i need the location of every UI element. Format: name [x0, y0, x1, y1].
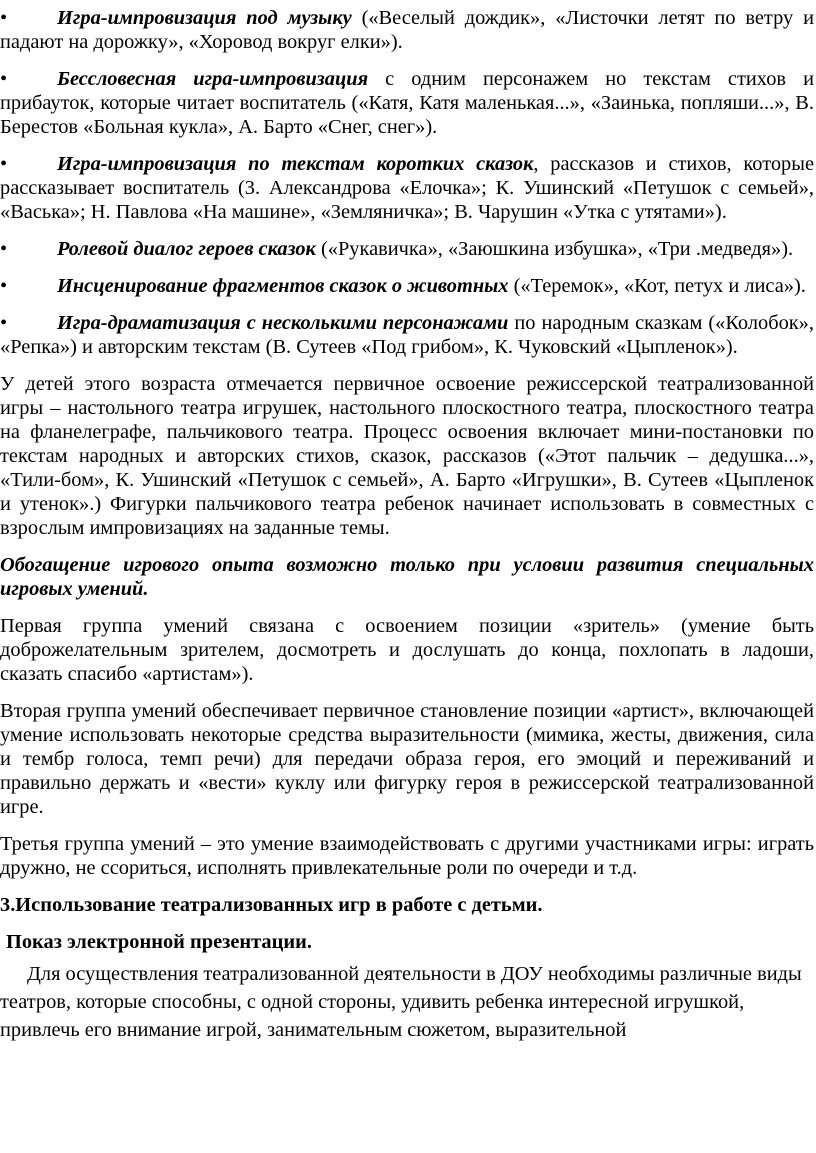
bullet-item [0, 311, 814, 359]
bullet-item [0, 67, 814, 139]
bullet-dot: • [0, 312, 8, 334]
bullet-text: («Теремок», «Кот, петух и лиса»). [508, 275, 806, 297]
emphasis-paragraph: Обогащение игрового опыта возможно только при условии развития специальных игровых умений. [0, 554, 814, 600]
bullet-text: по народным сказкам («Колобок», «Репка») и авторским текстам (В. Сутеев «Под грибом», К. Чуковский «Цыпленок»). [0, 312, 814, 358]
bullet-lead: Игра-импровизация под музыку [57, 7, 352, 29]
bullet-lead: Ролевой диалог героев сказок [57, 238, 316, 260]
bullet-dot: • [0, 275, 8, 297]
paragraph-theaters: Для осуществления театрализованной деятельности в ДОУ необходимы различные виды театров, которые способны, с одной стороны, удивить ребенка интересной игрушкой, привлечь его внимание игрой, занимательным сюжетом, выразительной [0, 963, 802, 1041]
section-heading: 3.Использование театрализованных игр в работе с детьми. [0, 894, 543, 916]
bullet-item [0, 152, 814, 224]
bullet-text: («Веселый дождик», «Листочки летят по ветру и падают на дорожку», «Хоровод вокруг елки»). [0, 7, 814, 53]
bullet-text: («Рукавичка», «Заюшкина избушка», «Три .медведя»). [315, 238, 794, 260]
bullet-lead: Игра-драматизация с несколькими персонажами [57, 312, 509, 334]
bullet-dot: • [0, 68, 8, 90]
paragraph-third-group: Третья группа умений – это умение взаимодействовать с другими участниками игры: играть дружно, не ссориться, исполнять привлекательные роли по очереди и т.д. [0, 833, 814, 879]
bullet-item [0, 6, 814, 54]
bullet-item [0, 274, 814, 298]
bullet-dot: • [0, 7, 8, 29]
paragraph-first-group: Первая группа умений связана с освоением позиции «зритель» (умение быть доброжелательным зрителем, досмотреть и дослушать до конца, похлопать в ладоши, сказать спасибо «артистам»). [0, 615, 814, 685]
bullet-dot: • [0, 238, 8, 260]
bullet-item [0, 237, 814, 261]
bullet-lead: Инсценирование фрагментов сказок о животных [57, 275, 509, 297]
paragraph-director-play: У детей этого возраста отмечается первичное освоение режиссерской театрализованной игры – настольного театра игрушек, настольного плоскостного театра, плоскостного театра на фланелеграфе, пальчикового театра. Процесс освоения включает мини-постановки по текстам народных и авторских стихов, сказок, рассказов («Этот пальчик – дедушка...», «Тили-бом», К. Ушинский «Петушок с семьей», А. Барто «Игрушки», В. Сутеев «Цыпленок и утенок».) Фигурки пальчикового театра ребенок начинает использовать в совместных с взрослым импровизациях на заданные темы. [0, 373, 814, 539]
subheading: Показ электронной презентации. [6, 931, 312, 953]
bullet-text: , рассказов и стихов, которые рассказывает воспитатель (3. Александрова «Елочка»; К. Ушинский «Петушок с семьей», «Васька»; Н. Павлова «На машине», «Земляничка»; В. Чарушин «Утка с утятами»). [0, 153, 814, 223]
bullet-text: с одним персонажем но текстам стихов и прибауток, которые читает воспитатель («Катя, Катя маленькая...», «Заинька, попляши...», В. Берестов «Больная кукла», А. Барто «Снег, снег»). [0, 68, 814, 138]
paragraph-second-group: Вторая группа умений обеспечивает первичное становление позиции «артист», включающей умение использовать некоторые средства выразительности (мимика, жесты, движения, сила и тембр голоса, темп речи) для передачи образа героя, его эмоций и переживаний и правильно держать и «вести» куклу или фигурку героя в режиссерской театрализованной игре. [0, 700, 814, 818]
bullet-lead: Бессловесная игра-импровизация [57, 68, 369, 90]
bullet-dot: • [0, 153, 8, 175]
bullet-lead: Игра-импровизация по текстам коротких сказок [57, 153, 534, 175]
